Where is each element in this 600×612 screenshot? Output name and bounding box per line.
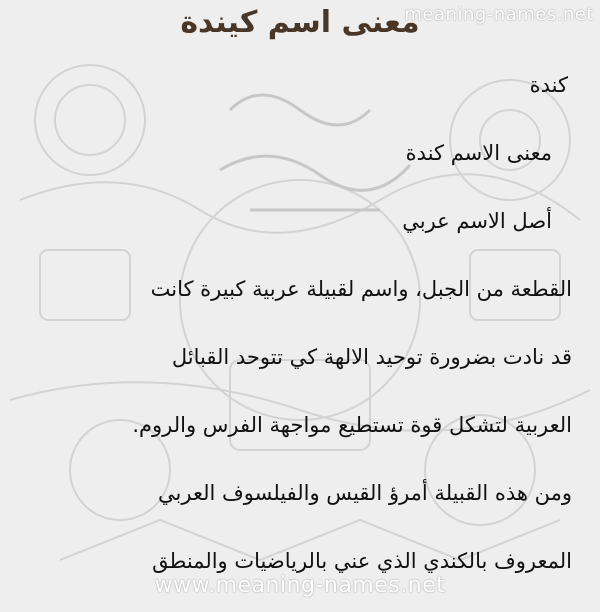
watermark-bottom: www.meaning-names.net <box>154 573 446 598</box>
meaning-heading-line: معنى الاسم كندة <box>405 141 552 165</box>
watermark-top: meaning-names.net <box>404 4 594 25</box>
origin-line: أصل الاسم عربي <box>402 209 552 233</box>
description-line: قد نادت بضرورة توحيد الالهة كي تتوحد القبائل <box>171 345 572 369</box>
description-line: ومن هذه القبيلة أمرؤ القيس والفيلسوف العربي <box>158 481 572 505</box>
description-line: المعروف بالكندي الذي عني بالرياضيات والمنطق <box>152 549 572 573</box>
description-line: القطعة من الجبل، واسم لقبيلة عربية كبيرة كانت <box>150 277 572 301</box>
description-line: العربية لتشكل قوة تستطيع مواجهة الفرس والروم. <box>132 413 572 437</box>
page-title: معنى اسم كيندة <box>180 5 420 40</box>
header <box>0 0 600 44</box>
name-meaning-text <box>12 68 572 612</box>
name-line: كندة <box>529 73 568 97</box>
